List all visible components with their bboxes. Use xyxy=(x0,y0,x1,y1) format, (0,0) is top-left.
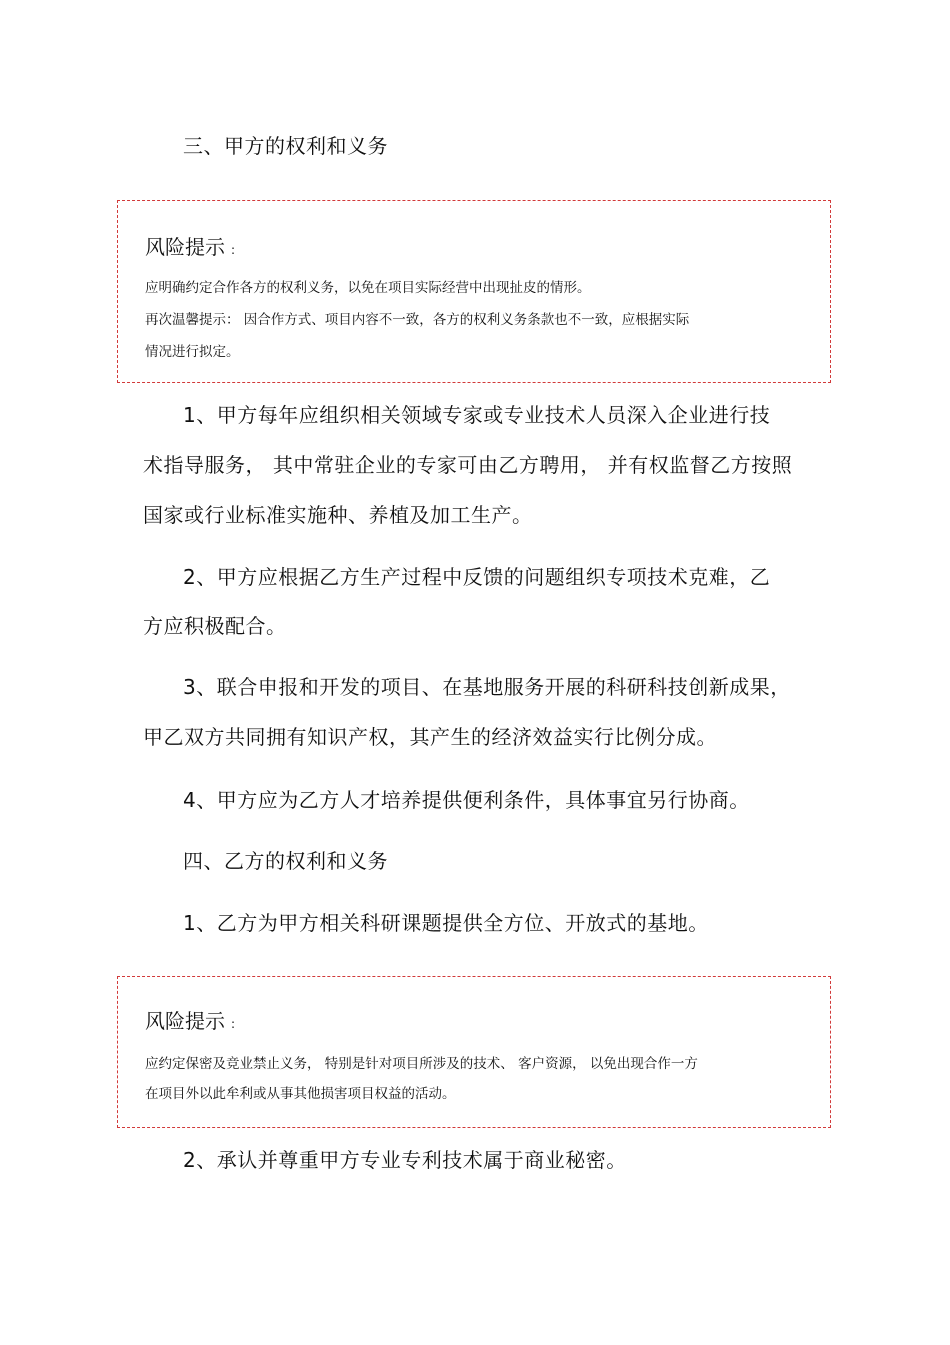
risk-notice-title-text: 风险提示 xyxy=(145,235,225,259)
section-3-item-3-line-1: 3、联合申报和开发的项目、在基地服务开展的科研科技创新成果， xyxy=(183,675,791,699)
risk-notice-box-1 xyxy=(117,200,831,383)
risk-notice-line: 再次温馨提示： 因合作方式、项目内容不一致，各方的权利义务条款也不一致，应根据实际 xyxy=(145,312,690,328)
section-3-item-2-line-2: 方应积极配合。 xyxy=(143,614,287,638)
section-3-item-3-line-2: 甲乙双方共同拥有知识产权，其产生的经济效益实行比例分成。 xyxy=(143,725,717,749)
section-3-item-1-line-2: 术指导服务， 其中常驻企业的专家可由乙方聘用， 并有权监督乙方按照 xyxy=(143,453,793,477)
section-4-item-2: 2、承认并尊重甲方专业专利技术属于商业秘密。 xyxy=(183,1148,627,1172)
section-3-item-1-line-1: 1、甲方每年应组织相关领域专家或专业技术人员深入企业进行技 xyxy=(183,403,771,427)
risk-notice-title-text: 风险提示 xyxy=(145,1009,225,1033)
risk-notice-line: 应明确约定合作各方的权利义务，以免在项目实际经营中出现扯皮的情形。 xyxy=(145,280,591,296)
section-3-heading: 三、甲方的权利和义务 xyxy=(183,134,388,158)
section-4-heading: 四、乙方的权利和义务 xyxy=(183,849,388,873)
risk-notice-title xyxy=(145,1005,235,1034)
risk-notice-line: 在项目外以此牟利或从事其他损害项目权益的活动。 xyxy=(145,1086,456,1102)
section-4-item-1: 1、乙方为甲方相关科研课题提供全方位、开放式的基地。 xyxy=(183,911,709,935)
risk-notice-line: 应约定保密及竞业禁止义务， 特别是针对项目所涉及的技术、 客户资源， 以免出现合作一方 xyxy=(145,1056,698,1072)
section-3-item-2-line-1: 2、甲方应根据乙方生产过程中反馈的问题组织专项技术克难，乙 xyxy=(183,565,771,589)
risk-notice-colon: : xyxy=(231,1017,236,1031)
risk-notice-line: 情况进行拟定。 xyxy=(145,344,240,360)
risk-notice-colon: : xyxy=(231,243,236,257)
section-3-item-1-line-3: 国家或行业标准实施种、养植及加工生产。 xyxy=(143,503,533,527)
risk-notice-box-2 xyxy=(117,976,831,1128)
section-3-item-4: 4、甲方应为乙方人才培养提供便利条件，具体事宜另行协商。 xyxy=(183,788,750,812)
risk-notice-title xyxy=(145,231,235,260)
